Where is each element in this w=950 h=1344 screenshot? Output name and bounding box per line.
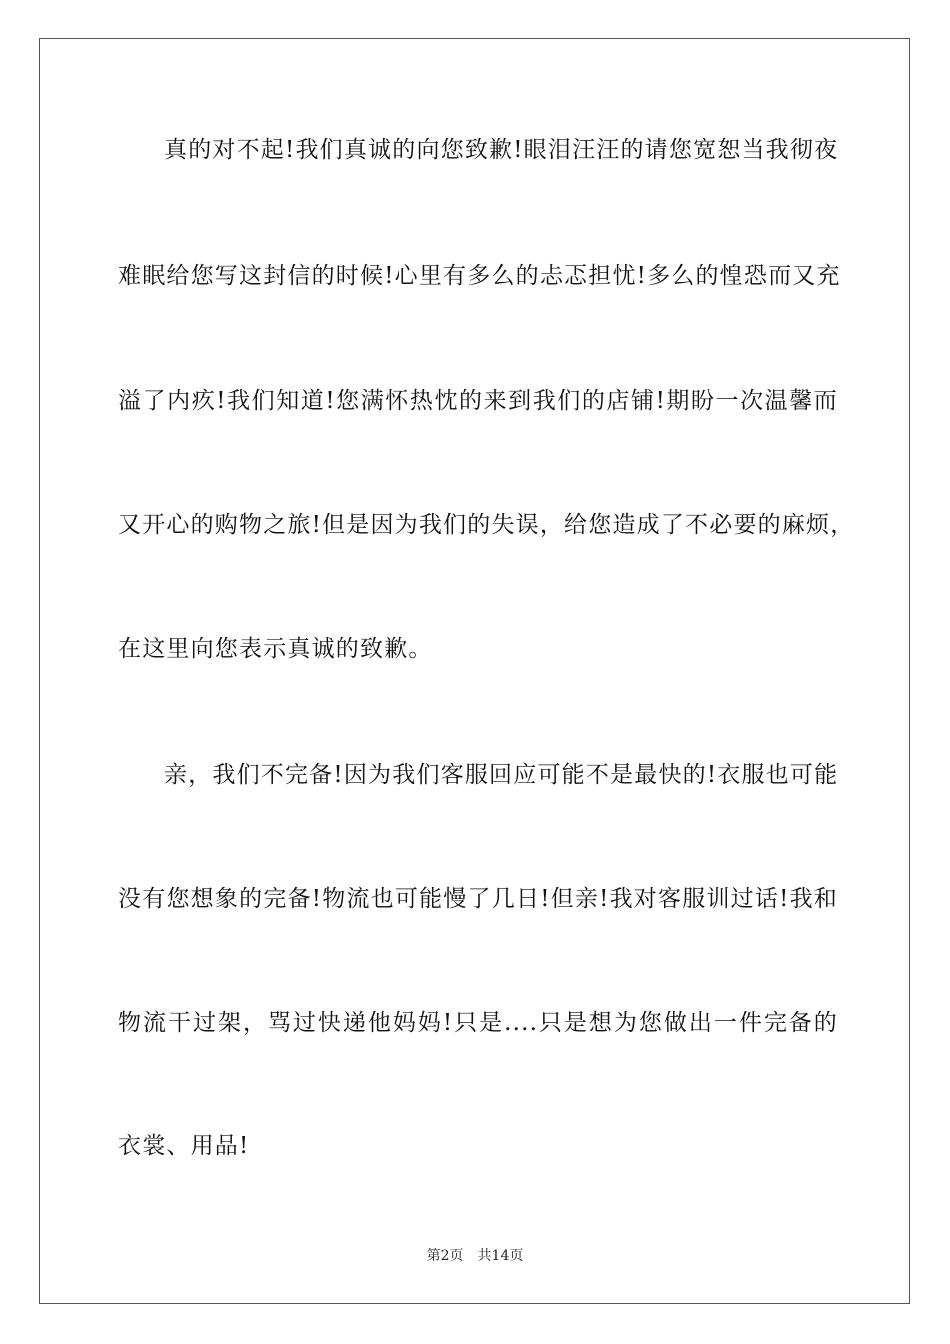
paragraph-2-line-4: 衣裳、用品! [118, 1133, 250, 1159]
paragraph-1-line-1: 真的对不起!我们真诚的向您致歉!眼泪汪汪的请您宽恕当我彻夜 [164, 137, 839, 163]
paragraph-1-line-4: 又开心的购物之旅!但是因为我们的失误，给您造成了不必要的麻烦， [118, 512, 855, 538]
paragraph-2-line-3: 物流干过架，骂过快递他妈妈!只是....只是想为您做出一件完备的 [118, 1010, 838, 1036]
page-footer [0, 1247, 950, 1265]
paragraph-2-line-1: 亲，我们不完备!因为我们客服回应可能不是最快的!衣服也可能 [164, 762, 839, 788]
page-border [39, 38, 910, 1304]
page-total: 共14页 [477, 1248, 524, 1264]
page-number: 第2页 [426, 1248, 464, 1264]
paragraph-1-line-3: 溢了内疚!我们知道!您满怀热忱的来到我们的店铺!期盼一次温馨而 [118, 388, 838, 414]
paragraph-2-line-2: 没有您想象的完备!物流也可能慢了几日!但亲!我对客服训过话!我和 [118, 886, 838, 912]
paragraph-1-line-2: 难眠给您写这封信的时候!心里有多么的忐忑担忧!多么的惶恐而又充 [118, 263, 841, 289]
paragraph-1-line-5: 在这里向您表示真诚的致歉。 [118, 636, 433, 662]
